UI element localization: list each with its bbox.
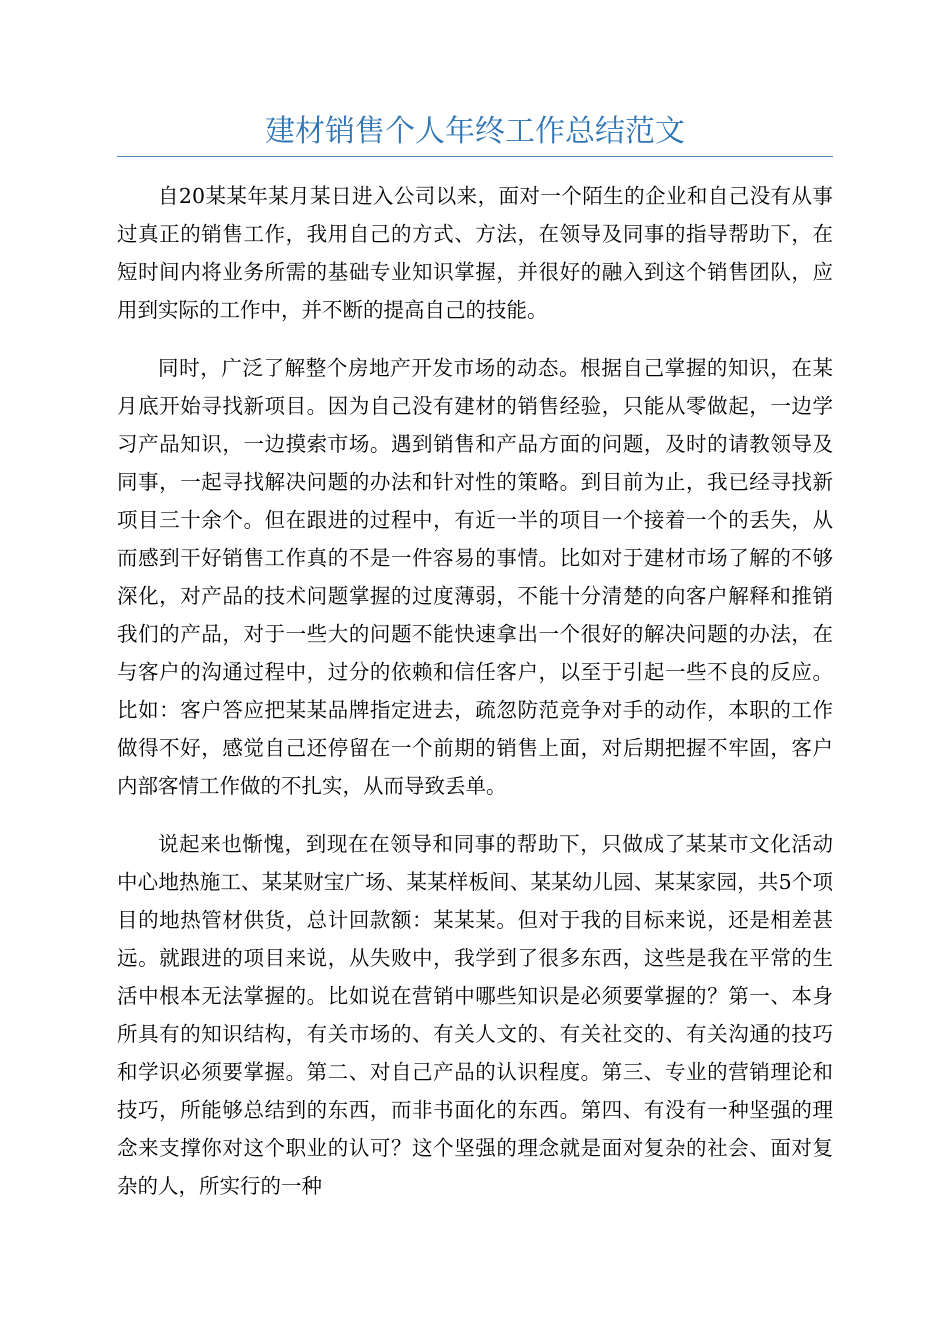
- document-body: [117, 177, 833, 1205]
- document-title: 建材销售个人年终工作总结范文: [117, 110, 833, 157]
- paragraph-3: 说起来也惭愧，到现在在领导和同事的帮助下，只做成了某某市文化活动中心地热施工、某某财宝广场、某某样板间、某某幼儿园、某某家园，共5个项目的地热管材供货，总计回款额：某某某。但对于我的目标来说，还是相差甚远。就跟进的项目来说，从失败中，我学到了很多东西，这些是我在平常的生活中根本无法掌握的。比如说在营销中哪些知识是必须要掌握的？第一、本身所具有的知识结构，有关市场的、有关人文的、有关社交的、有关沟通的技巧和学识必须要掌握。第二、对自己产品的认识程度。第三、专业的营销理论和技巧，所能够总结到的东西，而非书面化的东西。第四、有没有一种坚强的理念来支撑你对这个职业的认可？这个坚强的理念就是面对复杂的社会、面对复杂的人，所实行的一种: [117, 832, 833, 1198]
- paragraph-1: 自20某某年某月某日进入公司以来，面对一个陌生的企业和自己没有从事过真正的销售工作，我用自己的方式、方法，在领导及同事的指导帮助下，在短时间内将业务所需的基础专业知识掌握，并很好的融入到这个销售团队，应用到实际的工作中，并不断的提高自己的技能。: [117, 184, 833, 322]
- paragraph-2: 同时，广泛了解整个房地产开发市场的动态。根据自己掌握的知识，在某月底开始寻找新项目。因为自己没有建材的销售经验，只能从零做起，一边学习产品知识，一边摸索市场。遇到销售和产品方面的问题，及时的请教领导及同事，一起寻找解决问题的办法和针对性的策略。到目前为止，我已经寻找新项目三十余个。但在跟进的过程中，有近一半的项目一个接着一个的丢失，从而感到干好销售工作真的不是一件容易的事情。比如对于建材市场了解的不够深化，对产品的技术问题掌握的过度薄弱，不能十分清楚的向客户解释和推销我们的产品，对于一些大的问题不能快速拿出一个很好的解决问题的办法，在与客户的沟通过程中，过分的依赖和信任客户，以至于引起一些不良的反应。比如：客户答应把某某品牌指定进去，疏忽防范竞争对手的动作，本职的工作做得不好，感觉自己还停留在一个前期的销售上面，对后期把握不牢固，客户内部客情工作做的不扎实，从而导致丢单。: [117, 356, 833, 798]
